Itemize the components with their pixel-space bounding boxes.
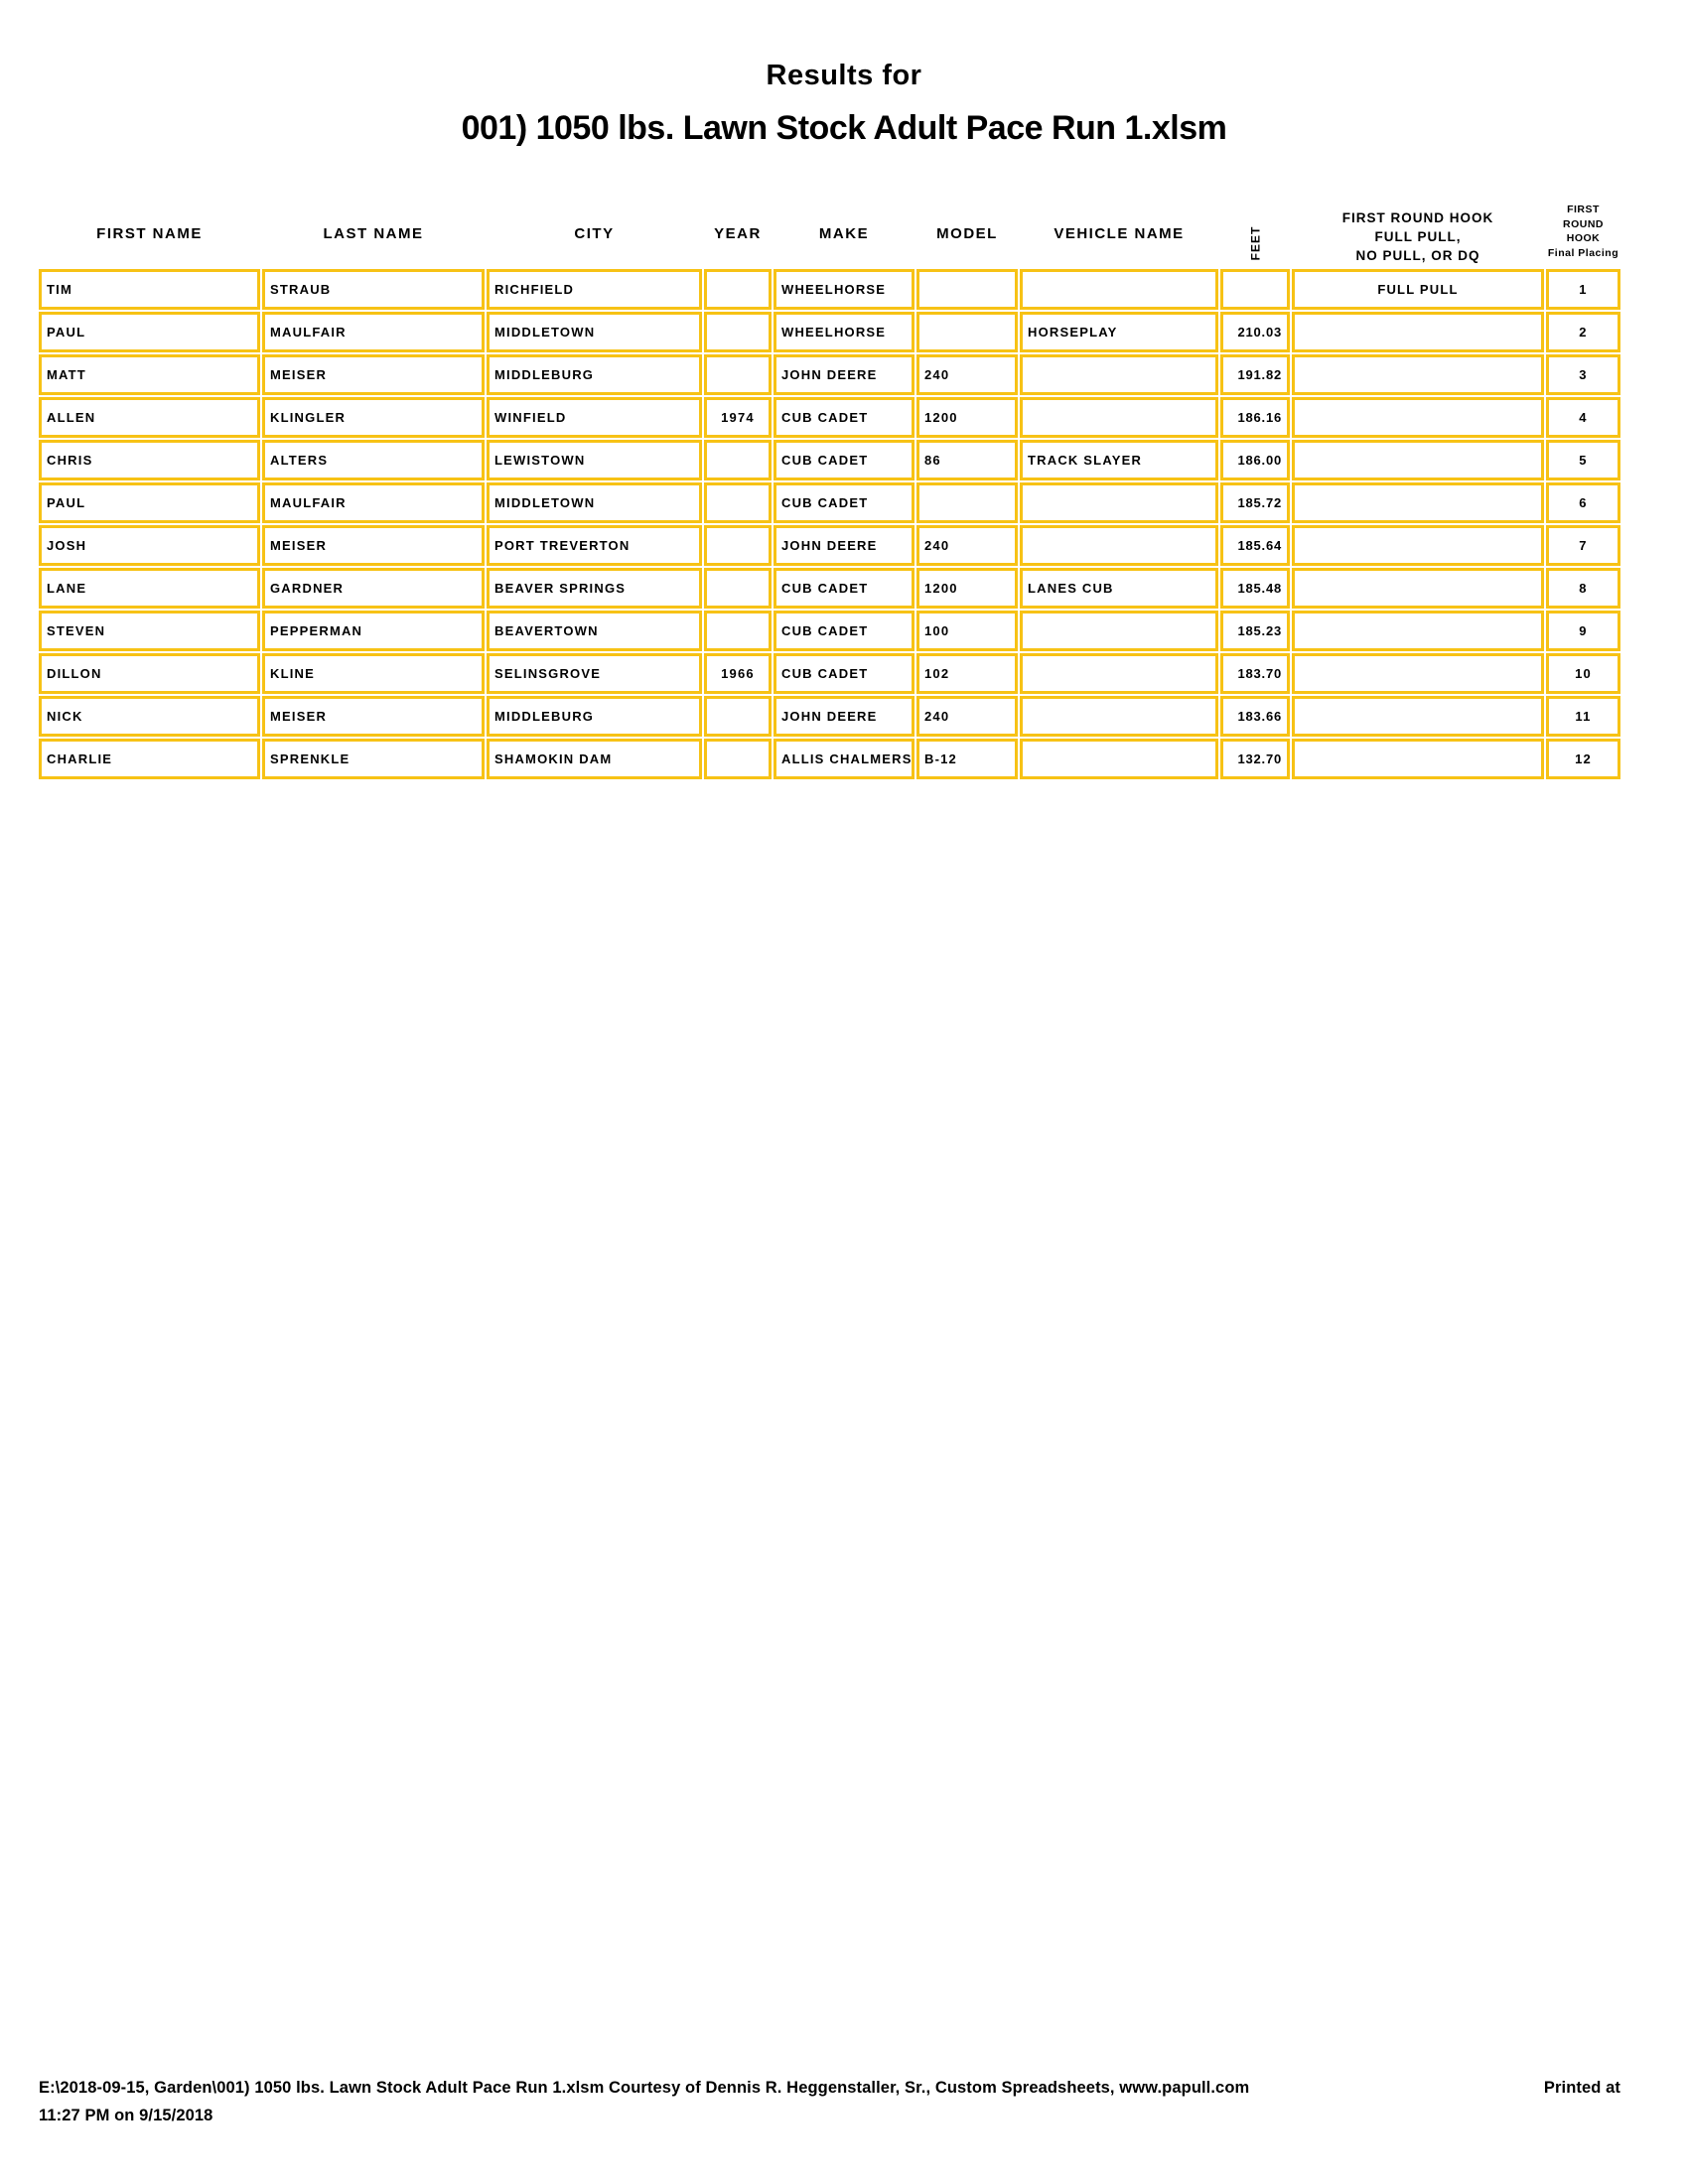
cell-vehicle-name — [1020, 525, 1218, 566]
cell-last-name: KLINE — [262, 653, 485, 694]
cell-vehicle-name — [1020, 653, 1218, 694]
cell-first-name: DILLON — [39, 653, 260, 694]
cell-vehicle-name — [1020, 739, 1218, 779]
cell-year — [704, 739, 772, 779]
cell-feet: 186.16 — [1220, 397, 1290, 438]
cell-final-placing: 6 — [1546, 482, 1620, 523]
footer-file-info: E:\2018-09-15, Garden\001) 1050 lbs. Lawn Stock Adult Pace Run 1.xlsm Courtesy of Dennis R. Heggenstaller, Sr., Custom Spreadsheets, www.papull.com — [39, 2079, 1250, 2097]
cell-vehicle-name: HORSEPLAY — [1020, 312, 1218, 352]
cell-feet: 191.82 — [1220, 354, 1290, 395]
page-subtitle-filename: 001) 1050 lbs. Lawn Stock Adult Pace Run 1.xlsm — [461, 109, 1227, 147]
cell-first-name: PAUL — [39, 312, 260, 352]
cell-vehicle-name: TRACK SLAYER — [1020, 440, 1218, 480]
cell-year — [704, 312, 772, 352]
cell-final-placing: 3 — [1546, 354, 1620, 395]
cell-first-round-hook — [1292, 696, 1544, 737]
cell-make: CUB CADET — [774, 397, 914, 438]
column-header-final-placing — [1546, 195, 1620, 268]
cell-city: RICHFIELD — [487, 269, 702, 310]
cell-feet: 185.23 — [1220, 611, 1290, 651]
column-header-first-round-hook — [1292, 195, 1544, 268]
page-title: Results for — [766, 60, 922, 91]
cell-final-placing: 10 — [1546, 653, 1620, 694]
cell-last-name: MAULFAIR — [262, 312, 485, 352]
column-header-label: CITY — [574, 225, 615, 242]
cell-vehicle-name — [1020, 696, 1218, 737]
cell-feet: 186.00 — [1220, 440, 1290, 480]
results-table-body — [39, 269, 1620, 779]
cell-feet: 185.72 — [1220, 482, 1290, 523]
cell-year — [704, 568, 772, 609]
cell-last-name: MEISER — [262, 696, 485, 737]
cell-model — [916, 482, 1018, 523]
column-header-make — [774, 195, 914, 268]
cell-year — [704, 696, 772, 737]
cell-feet: 185.48 — [1220, 568, 1290, 609]
cell-last-name: STRAUB — [262, 269, 485, 310]
cell-city: BEAVERTOWN — [487, 611, 702, 651]
column-header-label: YEAR — [714, 225, 762, 242]
cell-make: JOHN DEERE — [774, 354, 914, 395]
cell-last-name: MAULFAIR — [262, 482, 485, 523]
column-header-label: LAST NAME — [323, 225, 424, 242]
cell-final-placing: 4 — [1546, 397, 1620, 438]
cell-first-round-hook — [1292, 653, 1544, 694]
cell-last-name: ALTERS — [262, 440, 485, 480]
cell-first-name: ALLEN — [39, 397, 260, 438]
results-table-header — [39, 195, 1620, 268]
cell-final-placing: 5 — [1546, 440, 1620, 480]
cell-final-placing: 11 — [1546, 696, 1620, 737]
column-header-year — [704, 195, 772, 268]
cell-final-placing: 12 — [1546, 739, 1620, 779]
cell-year — [704, 354, 772, 395]
cell-feet: 210.03 — [1220, 312, 1290, 352]
cell-first-round-hook — [1292, 397, 1544, 438]
cell-make: WHEELHORSE — [774, 269, 914, 310]
cell-city: PORT TREVERTON — [487, 525, 702, 566]
column-header-last-name — [262, 195, 485, 268]
footer-printed-time: 11:27 PM on 9/15/2018 — [39, 2107, 213, 2124]
cell-city: SHAMOKIN DAM — [487, 739, 702, 779]
column-header-line: FIRST ROUND — [1563, 204, 1604, 230]
column-header-line: HOOK — [1566, 232, 1601, 244]
cell-city: BEAVER SPRINGS — [487, 568, 702, 609]
cell-year: 1966 — [704, 653, 772, 694]
cell-model: B-12 — [916, 739, 1018, 779]
cell-vehicle-name: LANES CUB — [1020, 568, 1218, 609]
cell-year — [704, 440, 772, 480]
cell-model — [916, 269, 1018, 310]
cell-vehicle-name — [1020, 269, 1218, 310]
cell-final-placing: 9 — [1546, 611, 1620, 651]
cell-make: CUB CADET — [774, 440, 914, 480]
column-header-line: Final Placing — [1547, 246, 1619, 259]
cell-model: 86 — [916, 440, 1018, 480]
cell-model — [916, 312, 1018, 352]
cell-first-round-hook — [1292, 611, 1544, 651]
cell-city: MIDDLETOWN — [487, 482, 702, 523]
cell-model: 240 — [916, 525, 1018, 566]
column-header-label: VEHICLE NAME — [1054, 225, 1185, 242]
cell-make: CUB CADET — [774, 482, 914, 523]
column-header-label: MODEL — [936, 225, 998, 242]
cell-first-round-hook — [1292, 354, 1544, 395]
cell-city: MIDDLETOWN — [487, 312, 702, 352]
page-footer — [39, 2079, 1620, 2125]
cell-model: 240 — [916, 354, 1018, 395]
cell-vehicle-name — [1020, 611, 1218, 651]
cell-first-name: CHRIS — [39, 440, 260, 480]
cell-year — [704, 269, 772, 310]
cell-first-name: JOSH — [39, 525, 260, 566]
column-header-label: MAKE — [818, 225, 870, 242]
cell-final-placing: 2 — [1546, 312, 1620, 352]
cell-first-round-hook — [1292, 312, 1544, 352]
column-header-line: FIRST ROUND HOOK — [1341, 210, 1494, 225]
cell-first-round-hook — [1292, 525, 1544, 566]
cell-first-name: CHARLIE — [39, 739, 260, 779]
cell-first-name: STEVEN — [39, 611, 260, 651]
column-header-label: FEET — [1247, 225, 1262, 261]
cell-last-name: MEISER — [262, 354, 485, 395]
column-header-city — [487, 195, 702, 268]
cell-first-name: TIM — [39, 269, 260, 310]
cell-feet — [1220, 269, 1290, 310]
cell-first-round-hook — [1292, 440, 1544, 480]
cell-make: JOHN DEERE — [774, 525, 914, 566]
cell-model: 100 — [916, 611, 1018, 651]
column-header-vehicle-name — [1020, 195, 1218, 268]
cell-make: CUB CADET — [774, 653, 914, 694]
cell-city: WINFIELD — [487, 397, 702, 438]
cell-model: 240 — [916, 696, 1018, 737]
cell-make: CUB CADET — [774, 611, 914, 651]
column-header-feet — [1220, 195, 1290, 268]
cell-first-name: MATT — [39, 354, 260, 395]
cell-vehicle-name — [1020, 482, 1218, 523]
cell-make: CUB CADET — [774, 568, 914, 609]
cell-final-placing: 7 — [1546, 525, 1620, 566]
cell-last-name: PEPPERMAN — [262, 611, 485, 651]
cell-first-round-hook — [1292, 739, 1544, 779]
cell-year — [704, 611, 772, 651]
cell-last-name: KLINGLER — [262, 397, 485, 438]
cell-city: SELINSGROVE — [487, 653, 702, 694]
cell-city: MIDDLEBURG — [487, 696, 702, 737]
column-header-line: FULL PULL, — [1374, 229, 1462, 244]
column-header-model — [916, 195, 1018, 268]
cell-first-name: PAUL — [39, 482, 260, 523]
cell-model: 1200 — [916, 568, 1018, 609]
cell-vehicle-name — [1020, 354, 1218, 395]
cell-city: MIDDLEBURG — [487, 354, 702, 395]
cell-year — [704, 525, 772, 566]
cell-city: LEWISTOWN — [487, 440, 702, 480]
cell-year: 1974 — [704, 397, 772, 438]
cell-make: ALLIS CHALMERS — [774, 739, 914, 779]
cell-final-placing: 8 — [1546, 568, 1620, 609]
cell-last-name: GARDNER — [262, 568, 485, 609]
footer-printed-at-label: Printed at — [1543, 2079, 1620, 2097]
column-header-first-name — [39, 195, 260, 268]
cell-feet: 185.64 — [1220, 525, 1290, 566]
cell-model: 102 — [916, 653, 1018, 694]
cell-first-round-hook: FULL PULL — [1292, 269, 1544, 310]
cell-year — [704, 482, 772, 523]
cell-make: JOHN DEERE — [774, 696, 914, 737]
cell-last-name: SPRENKLE — [262, 739, 485, 779]
column-header-line: NO PULL, OR DQ — [1355, 248, 1480, 263]
column-header-label: FIRST NAME — [96, 225, 203, 242]
cell-feet: 183.70 — [1220, 653, 1290, 694]
cell-first-round-hook — [1292, 568, 1544, 609]
cell-first-name: LANE — [39, 568, 260, 609]
cell-model: 1200 — [916, 397, 1018, 438]
cell-feet: 132.70 — [1220, 739, 1290, 779]
cell-last-name: MEISER — [262, 525, 485, 566]
cell-vehicle-name — [1020, 397, 1218, 438]
cell-first-name: NICK — [39, 696, 260, 737]
cell-feet: 183.66 — [1220, 696, 1290, 737]
cell-first-round-hook — [1292, 482, 1544, 523]
cell-make: WHEELHORSE — [774, 312, 914, 352]
cell-final-placing: 1 — [1546, 269, 1620, 310]
